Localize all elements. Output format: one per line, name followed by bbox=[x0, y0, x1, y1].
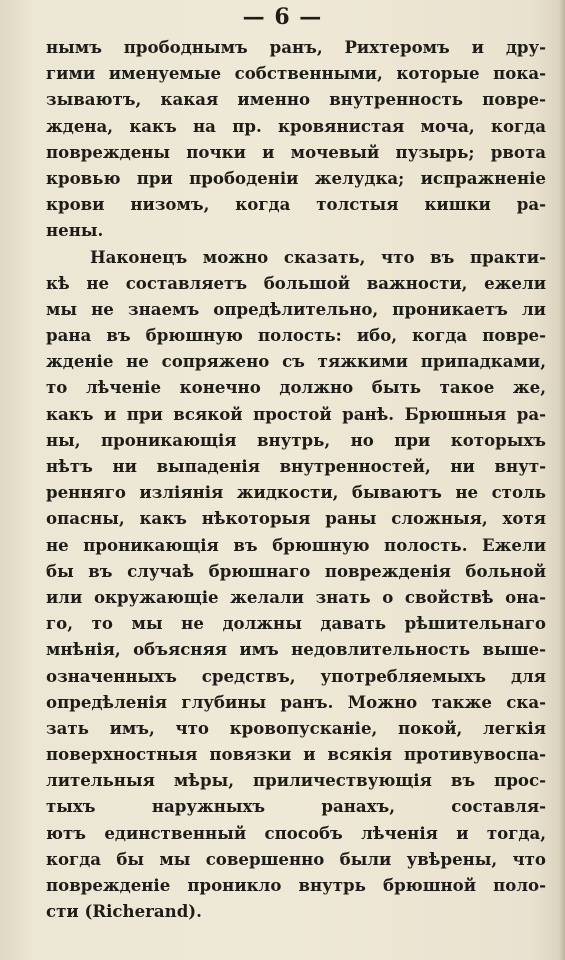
text-line: ютъ единственный способъ лѣченія и тогда, bbox=[46, 822, 546, 843]
text-line: го, то мы не должны давать рѣшительнаго bbox=[46, 613, 546, 634]
text-line: крови низомъ, когда толстыя кишки ра- bbox=[46, 194, 546, 215]
text-line: повреждены почки и мочевый пузырь; рвота bbox=[46, 141, 546, 162]
text-line: то лѣченіе конечно должно быть такое же, bbox=[46, 377, 546, 398]
text-line: нѣтъ ни выпаденія внутренностей, ни внут- bbox=[46, 456, 546, 476]
text-line: зать имъ, что кровопусканіе, покой, легкія bbox=[46, 717, 546, 738]
text-line: ждена, какъ на пр. кровянистая моча, когда bbox=[46, 115, 546, 136]
text-line: нымъ прободнымъ ранъ, Рихтеромъ и дру- bbox=[46, 37, 546, 57]
text-line: поврежденіе проникло внутрь брюшной поло- bbox=[46, 875, 546, 895]
text-line: зываютъ, какая именно внутренность повре- bbox=[46, 89, 546, 110]
text-line: жденіе не сопряжено съ тяжкими припадками, bbox=[46, 351, 546, 372]
text-line: когда бы мы совершенно были увѣрены, что bbox=[46, 848, 546, 869]
text-line: не проникающія въ брюшную полость. Ежели bbox=[46, 534, 546, 555]
text-line: сти (Richerand). bbox=[46, 901, 202, 922]
text-line: поверхностныя повязки и всякія противувоспа- bbox=[46, 744, 546, 765]
text-line: ренняго изліянія жидкости, бываютъ не столь bbox=[46, 482, 546, 503]
text-line: или окружающіе желали знать о свойствѣ она- bbox=[46, 586, 546, 607]
text-line: нены. bbox=[46, 220, 104, 241]
body-text bbox=[46, 34, 546, 924]
text-line: ны, проникающія внутрь, но при которыхъ bbox=[46, 429, 546, 450]
page-number: — 6 — bbox=[242, 4, 323, 30]
page-edge-shadow bbox=[559, 0, 565, 960]
text-line: кѣ не составляетъ большой важности, ежели bbox=[46, 272, 546, 293]
text-line: мнѣнія, объясняя имъ недовлительность выше- bbox=[46, 639, 546, 660]
text-line: кровью при прободеніи желудка; испражненіе bbox=[46, 167, 546, 188]
text-line: бы въ случаѣ брюшнаго поврежденія больной bbox=[46, 560, 546, 581]
text-line: лительныя мѣры, приличествующія въ прос- bbox=[46, 770, 546, 791]
text-line: опасны, какъ нѣкоторыя раны сложныя, хотя bbox=[46, 508, 546, 529]
paragraph-start-line: Наконецъ можно сказать, что въ практи- bbox=[90, 246, 546, 267]
text-line: гими именуемые собственными, которые пока- bbox=[46, 63, 546, 84]
text-line: мы не знаемъ опредѣлительно, проникаетъ ли bbox=[46, 298, 546, 319]
text-line: опредѣленія глубины ранъ. Можно также ска- bbox=[46, 691, 546, 712]
text-line: рана въ брюшную полость: ибо, когда повре- bbox=[46, 325, 546, 346]
text-line: означенныхъ средствъ, употребляемыхъ для bbox=[46, 665, 546, 686]
text-line: какъ и при всякой простой ранѣ. Брюшныя ра- bbox=[46, 403, 546, 424]
text-line: тыхъ наружныхъ ранахъ, составля- bbox=[46, 796, 546, 817]
